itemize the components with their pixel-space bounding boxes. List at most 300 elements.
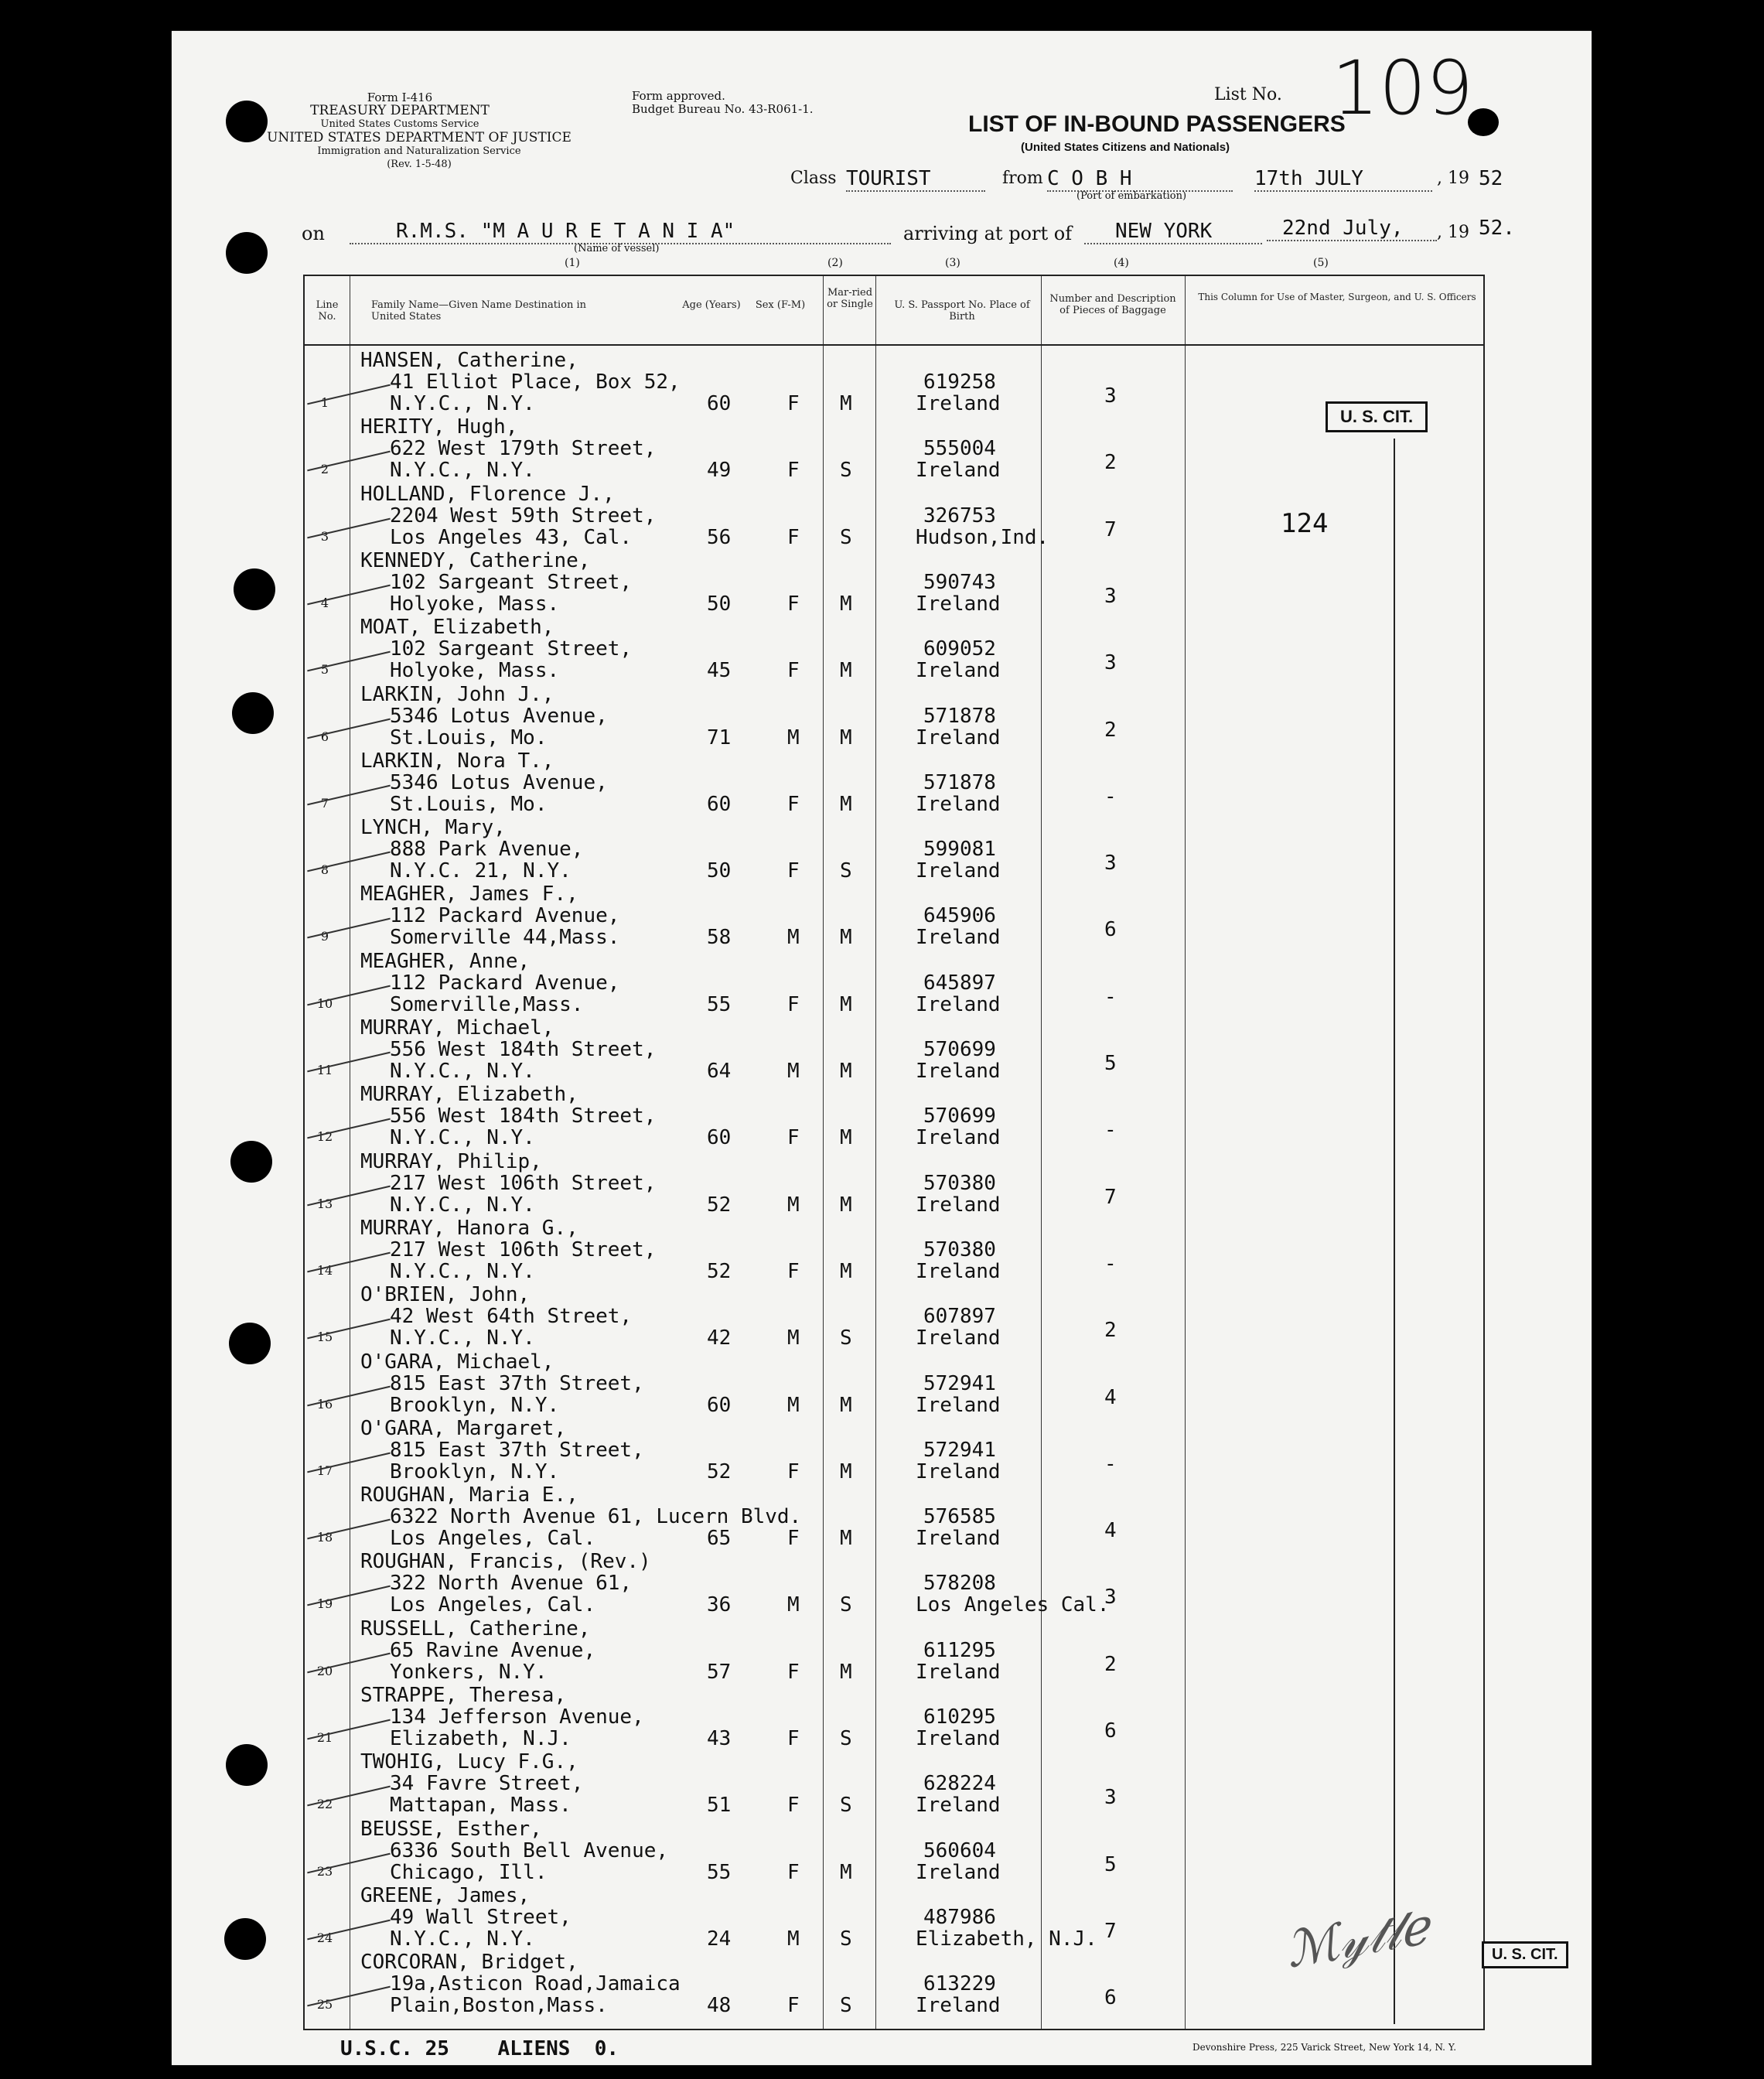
from-label: from [1002, 169, 1043, 188]
age-cell: 60 [707, 1126, 732, 1150]
baggage-count: 3 [1104, 852, 1117, 876]
header-age: Age (Years) [682, 299, 741, 311]
birth-place: Ireland [916, 1326, 1001, 1350]
checkmark [307, 1052, 391, 1073]
passport-number: 613229 [923, 1972, 996, 1996]
table-row [305, 1816, 1486, 1883]
baggage-count: 4 [1104, 1519, 1117, 1543]
marital-status-cell: M [840, 926, 852, 950]
sex-cell: F [787, 1126, 800, 1150]
address-line-2: N.Y.C., N.Y. [390, 459, 535, 483]
age-cell: 49 [707, 459, 732, 483]
marital-status-cell: M [840, 1060, 852, 1083]
marital-status-cell: M [840, 1527, 852, 1551]
table-row [305, 1149, 1486, 1215]
arrival-port: NEW YORK [1084, 220, 1262, 244]
birth-place: Ireland [916, 725, 1001, 749]
sex-cell: M [787, 1326, 800, 1350]
address-line-2: Brooklyn, N.Y. [390, 1459, 560, 1483]
age-cell: 52 [707, 1459, 732, 1483]
baggage-count: 2 [1104, 1319, 1117, 1343]
marital-status-cell: S [840, 1994, 852, 2018]
punch-hole [224, 1918, 266, 1960]
address-line-2: N.Y.C., N.Y. [390, 1259, 535, 1283]
line-number: 6 [320, 729, 329, 744]
header-officers: This Column for Use of Master, Surgeon, and U. S. Officers [1198, 292, 1476, 302]
address-line-2: Holyoke, Mass. [390, 592, 560, 616]
address-line-2: Plain,Boston,Mass. [390, 1994, 608, 2018]
checkmark [307, 918, 391, 939]
marital-status-cell: S [840, 459, 852, 483]
passenger-name: O'BRIEN, John, [360, 1283, 531, 1307]
class-value: TOURIST [846, 167, 985, 192]
sex-cell: F [787, 792, 800, 816]
address-line-2: St.Louis, Mo. [390, 725, 548, 749]
address-line-1: 42 West 64th Street, [390, 1305, 633, 1329]
passport-number: 560604 [923, 1838, 996, 1862]
passenger-name: ROUGHAN, Francis, (Rev.) [360, 1550, 651, 1574]
footer-printer: Devonshire Press, 225 Varick Street, New York 14, N. Y. [1192, 2042, 1457, 2053]
birth-place: Ireland [916, 1860, 1001, 1884]
marital-status-cell: M [840, 1459, 852, 1483]
marital-status-cell: M [840, 1860, 852, 1884]
birth-place: Ireland [916, 392, 1001, 415]
marital-status-cell: M [840, 1259, 852, 1283]
address-line-2: N.Y.C., N.Y. [390, 1326, 535, 1350]
sex-cell: F [787, 859, 800, 883]
age-cell: 48 [707, 1994, 732, 2018]
passenger-name: O'GARA, Margaret, [360, 1416, 567, 1440]
officer-signature: ℳ𝓎𝓉𝓁ℯ [1281, 1898, 1434, 1980]
depart-date: 17th JULY [1254, 167, 1432, 192]
baggage-count: 6 [1104, 1986, 1117, 2010]
justice-block [249, 131, 589, 171]
address-line-1: 322 North Avenue 61, [390, 1572, 633, 1596]
checkmark [307, 718, 391, 739]
address-line-2: Somerville 44,Mass. [390, 926, 620, 950]
line-number: 23 [316, 1863, 333, 1879]
line-number: 11 [316, 1063, 333, 1077]
list-no-label: List No. [1214, 85, 1282, 104]
passport-number: 619258 [923, 370, 996, 394]
checkmark [307, 1986, 391, 2007]
header-married: Mar-ried or Single [827, 287, 873, 310]
birth-place: Ireland [916, 592, 1001, 616]
marital-status-cell: S [840, 1593, 852, 1617]
age-cell: 71 [707, 725, 732, 749]
table-row [305, 1282, 1486, 1348]
marital-status-cell: M [840, 1393, 852, 1417]
sex-cell: F [787, 459, 800, 483]
sex-cell: F [787, 1259, 800, 1283]
header-sex: Sex (F-M) [755, 299, 806, 311]
address-line-1: 112 Packard Avenue, [390, 971, 620, 995]
birth-place: Ireland [916, 1060, 1001, 1083]
age-cell: 24 [707, 1927, 732, 1951]
form-number: Form I-416 [367, 90, 433, 104]
age-cell: 60 [707, 1393, 732, 1417]
arrival-year: 52. [1479, 217, 1515, 240]
vessel-name: R.M.S. "M A U R E T A N I A" [350, 220, 891, 244]
birth-place: Ireland [916, 459, 1001, 483]
baggage-count: - [1104, 784, 1117, 808]
address-line-2: N.Y.C., N.Y. [390, 1126, 535, 1150]
checkmark [307, 1852, 391, 1873]
checkmark [307, 784, 391, 805]
sex-cell: F [787, 525, 800, 549]
table-row [305, 414, 1486, 483]
passport-number: 578208 [923, 1572, 996, 1596]
birth-place: Ireland [916, 1527, 1001, 1551]
marital-status-cell: S [840, 525, 852, 549]
age-cell: 50 [707, 859, 732, 883]
checkmark [307, 1452, 391, 1473]
marital-status-cell: M [840, 1660, 852, 1684]
baggage-count: 3 [1104, 1786, 1117, 1810]
table-row [305, 1415, 1486, 1482]
address-line-1: 49 Wall Street, [390, 1905, 572, 1929]
table-row [305, 681, 1486, 748]
line-number: 5 [320, 662, 329, 678]
birth-place: Elizabeth, N.J. [916, 1927, 1097, 1951]
checkmark [307, 1319, 391, 1340]
table-row [305, 614, 1486, 681]
age-cell: 52 [707, 1193, 732, 1217]
birth-place: Ireland [916, 1727, 1001, 1750]
line-number: 12 [316, 1129, 333, 1145]
sex-cell: F [787, 1527, 800, 1551]
passenger-name: MURRAY, Philip, [360, 1149, 542, 1173]
address-line-1: 5346 Lotus Avenue, [390, 770, 608, 794]
checkmark [307, 651, 391, 672]
age-cell: 52 [707, 1259, 732, 1283]
marital-status-cell: S [840, 1927, 852, 1951]
baggage-count: - [1104, 1251, 1117, 1275]
baggage-count: 3 [1104, 384, 1117, 408]
list-no-value: 109 [1332, 45, 1474, 131]
passport-number: 645906 [923, 904, 996, 928]
line-number: 1 [320, 395, 329, 410]
punch-hole [226, 1744, 268, 1786]
checkmark [307, 852, 391, 872]
sex-cell: F [787, 1459, 800, 1483]
revision: (Rev. 1-5-48) [387, 159, 452, 170]
table-row [305, 548, 1486, 614]
approval-block [632, 90, 833, 116]
table-row [305, 1482, 1486, 1551]
sex-cell: M [787, 725, 800, 749]
birth-place: Ireland [916, 859, 1001, 883]
table-row [305, 881, 1486, 950]
line-number: 7 [320, 795, 329, 811]
address-line-2: Chicago, Ill. [390, 1860, 548, 1884]
age-cell: 65 [707, 1527, 732, 1551]
line-number: 22 [316, 1797, 333, 1812]
arriving-label: arriving at port of [903, 223, 1073, 244]
table-row [305, 1215, 1486, 1282]
marital-status-cell: M [840, 1126, 852, 1150]
line-number: 13 [316, 1196, 333, 1211]
address-line-1: 65 Ravine Avenue, [390, 1638, 596, 1662]
address-line-2: Holyoke, Mass. [390, 659, 560, 683]
address-line-2: Somerville,Mass. [390, 992, 584, 1016]
passport-number: 607897 [923, 1305, 996, 1329]
checkmark [307, 451, 391, 472]
passport-number: 570380 [923, 1238, 996, 1261]
baggage-count: 7 [1104, 1919, 1117, 1943]
birth-place: Hudson,Ind. [916, 525, 1049, 549]
col-num-3: (3) [945, 257, 960, 269]
table-row [305, 1081, 1486, 1148]
address-line-2: N.Y.C. 21, N.Y. [390, 859, 572, 883]
address-line-1: 217 West 106th Street, [390, 1171, 657, 1195]
us-citizen-stamp: U. S. CIT. [1326, 401, 1428, 432]
arrival-year-prefix: , 19 [1437, 223, 1469, 242]
marital-status-cell: M [840, 1193, 852, 1217]
age-cell: 42 [707, 1326, 732, 1350]
passenger-name: KENNEDY, Catherine, [360, 548, 591, 572]
customs-service: United States Customs Service [320, 118, 479, 130]
age-cell: 51 [707, 1794, 732, 1818]
passport-number: 590743 [923, 570, 996, 594]
checkmark [307, 1652, 391, 1673]
passenger-name: STRAPPE, Theresa, [360, 1684, 567, 1707]
address-line-2: Los Angeles, Cal. [390, 1527, 596, 1551]
passenger-name: HOLLAND, Florence J., [360, 482, 615, 506]
passport-number: 570699 [923, 1104, 996, 1128]
birth-place: Los Angeles Cal. [916, 1593, 1110, 1617]
address-line-1: 556 West 184th Street, [390, 1104, 657, 1128]
line-number: 20 [316, 1663, 333, 1678]
table-row [305, 1682, 1486, 1749]
line-number: 4 [320, 595, 329, 610]
baggage-count: 2 [1104, 1652, 1117, 1676]
passport-number: 487986 [923, 1905, 996, 1929]
table-row [305, 1015, 1486, 1081]
age-cell: 43 [707, 1727, 732, 1750]
line-number: 21 [316, 1730, 333, 1745]
age-cell: 60 [707, 392, 732, 415]
address-line-1: 815 East 37th Street, [390, 1371, 644, 1395]
us-citizen-stamp-bottom: U. S. CIT. [1482, 1941, 1568, 1968]
address-line-1: 556 West 184th Street, [390, 1038, 657, 1061]
sex-cell: F [787, 1660, 800, 1684]
passport-number: 572941 [923, 1438, 996, 1462]
age-cell: 55 [707, 1860, 732, 1884]
address-line-2: Los Angeles 43, Cal. [390, 525, 633, 549]
checkmark [307, 517, 391, 538]
line-number: 3 [320, 528, 329, 544]
col-num-4: (4) [1114, 257, 1129, 269]
on-label: on [302, 223, 325, 244]
header-baggage: Number and Description of Pieces of Baggage [1049, 293, 1176, 316]
depart-year: 52 [1479, 167, 1503, 190]
birth-place: Ireland [916, 659, 1001, 683]
marital-status-cell: M [840, 792, 852, 816]
passport-number: 645897 [923, 971, 996, 995]
baggage-count: 7 [1104, 1185, 1117, 1209]
form-approved: Form approved. [632, 89, 725, 103]
age-cell: 36 [707, 1593, 732, 1617]
age-cell: 50 [707, 592, 732, 616]
address-line-1: 2204 West 59th Street, [390, 504, 657, 527]
col-num-5: (5) [1313, 257, 1329, 269]
passenger-name: LYNCH, Mary, [360, 816, 506, 840]
checkmark [307, 1920, 391, 1941]
table-row [305, 1616, 1486, 1682]
line-number: 25 [316, 1997, 333, 2012]
punch-hole [230, 1141, 272, 1183]
age-cell: 57 [707, 1660, 732, 1684]
address-line-1: 6322 North Avenue 61, Lucern Blvd. [390, 1505, 802, 1529]
address-line-1: 34 Favre Street, [390, 1772, 584, 1796]
checkmark [307, 1786, 391, 1807]
birth-place: Ireland [916, 992, 1001, 1016]
sex-cell: F [787, 1727, 800, 1750]
passenger-name: ROUGHAN, Maria E., [360, 1483, 578, 1507]
passenger-table [303, 275, 1485, 2030]
sex-cell: F [787, 1994, 800, 2018]
passport-number: 610295 [923, 1705, 996, 1729]
header-name: Family Name—Given Name Destination in United States [371, 299, 587, 323]
sex-cell: M [787, 1393, 800, 1417]
passenger-name: TWOHIG, Lucy F.G., [360, 1750, 578, 1774]
address-line-1: 217 West 106th Street, [390, 1238, 657, 1261]
table-row [305, 748, 1486, 814]
line-number: 14 [316, 1262, 333, 1278]
address-line-1: 5346 Lotus Avenue, [390, 704, 608, 728]
address-line-1: 888 Park Avenue, [390, 838, 584, 862]
address-line-1: 41 Elliot Place, Box 52, [390, 370, 681, 394]
sex-cell: M [787, 926, 800, 950]
checkmark [307, 585, 391, 606]
marital-status-cell: S [840, 1326, 852, 1350]
punch-hole [232, 692, 274, 734]
age-cell: 56 [707, 525, 732, 549]
line-number: 9 [320, 929, 329, 944]
passport-number: 611295 [923, 1638, 996, 1662]
checkmark [307, 1185, 391, 1206]
ins-service: Immigration and Naturalization Service [317, 145, 521, 157]
passenger-name: BEUSSE, Esther, [360, 1817, 542, 1841]
marital-status-cell: M [840, 659, 852, 683]
header-passport: U. S. Passport No. Place of Birth [894, 299, 1030, 323]
passenger-name: MURRAY, Michael, [360, 1016, 554, 1040]
col-num-1: (1) [565, 257, 580, 269]
marital-status-cell: M [840, 592, 852, 616]
baggage-count: 5 [1104, 1852, 1117, 1876]
address-line-1: 622 West 179th Street, [390, 437, 657, 461]
address-line-1: 134 Jefferson Avenue, [390, 1705, 644, 1729]
age-cell: 64 [707, 1060, 732, 1083]
table-row [305, 1548, 1486, 1615]
checkmark [307, 1719, 391, 1740]
form-agency-block [249, 91, 551, 131]
birth-place: Ireland [916, 1794, 1001, 1818]
baggage-count: 3 [1104, 651, 1117, 675]
line-number: 19 [316, 1596, 333, 1612]
passenger-name: O'GARA, Michael, [360, 1350, 554, 1374]
passenger-name: LARKIN, John J., [360, 682, 554, 706]
birth-place: Ireland [916, 926, 1001, 950]
arrival-date: 22nd July, [1267, 217, 1437, 241]
passenger-name: MURRAY, Hanora G., [360, 1216, 578, 1240]
baggage-count: - [1104, 985, 1117, 1009]
marital-status-cell: M [840, 992, 852, 1016]
age-cell: 60 [707, 792, 732, 816]
line-number: 24 [316, 1930, 333, 1945]
passenger-name: HANSEN, Catherine, [360, 349, 578, 372]
address-line-1: 102 Sargeant Street, [390, 637, 633, 661]
footer-counts: U.S.C. 25 ALIENS 0. [340, 2037, 619, 2060]
class-label: Class [790, 169, 837, 188]
passport-number: 576585 [923, 1505, 996, 1529]
baggage-count: 6 [1104, 918, 1117, 942]
marital-status-cell: M [840, 392, 852, 415]
baggage-count: - [1104, 1118, 1117, 1142]
port-caption: (Port of embarkation) [1076, 190, 1187, 202]
passenger-name: CORCORAN, Bridget, [360, 1951, 578, 1975]
line-number: 18 [316, 1530, 333, 1545]
line-number: 10 [316, 995, 333, 1011]
manifest-sheet [172, 31, 1592, 2065]
from-value: C O B H [1047, 167, 1233, 192]
passport-number: 609052 [923, 637, 996, 661]
age-cell: 45 [707, 659, 732, 683]
passport-number: 599081 [923, 838, 996, 862]
baggage-count: 6 [1104, 1719, 1117, 1743]
line-number: 16 [316, 1396, 333, 1412]
passenger-name: LARKIN, Nora T., [360, 749, 554, 773]
passport-number: 570699 [923, 1038, 996, 1061]
punch-hole [234, 568, 275, 610]
birth-place: Ireland [916, 1259, 1001, 1283]
address-line-1: 815 East 37th Street, [390, 1438, 644, 1462]
baggage-count: - [1104, 1452, 1117, 1476]
stamp-vertical-line [1394, 439, 1395, 2024]
checkmark [307, 1385, 391, 1406]
line-number: 17 [316, 1463, 333, 1478]
baggage-count: 7 [1104, 517, 1117, 541]
sex-cell: F [787, 992, 800, 1016]
address-line-2: N.Y.C., N.Y. [390, 1060, 535, 1083]
baggage-count: 5 [1104, 1052, 1117, 1075]
document-title: LIST OF IN-BOUND PASSENGERS [968, 111, 1346, 137]
address-line-1: 102 Sargeant Street, [390, 570, 633, 594]
address-line-2: Brooklyn, N.Y. [390, 1393, 560, 1417]
sex-cell: F [787, 1794, 800, 1818]
address-line-2: N.Y.C., N.Y. [390, 1193, 535, 1217]
birth-place: Ireland [916, 1193, 1001, 1217]
marital-status-cell: S [840, 1727, 852, 1750]
punch-hole [226, 232, 268, 274]
sex-cell: F [787, 392, 800, 415]
birth-place: Ireland [916, 1994, 1001, 2018]
passenger-name: MOAT, Elizabeth, [360, 616, 554, 640]
baggage-count: 2 [1104, 451, 1117, 475]
sex-cell: M [787, 1193, 800, 1217]
passport-number: 326753 [923, 504, 996, 527]
table-row [305, 1349, 1486, 1415]
document-subtitle: (United States Citizens and Nationals) [1021, 141, 1230, 154]
header-line-no: Line No. [316, 299, 339, 323]
passport-number: 572941 [923, 1371, 996, 1395]
checkmark [307, 1252, 391, 1273]
col-num-2: (2) [827, 257, 843, 269]
address-line-1: 6336 South Bell Avenue, [390, 1838, 669, 1862]
annotation-124: 124 [1281, 508, 1329, 539]
baggage-count: 3 [1104, 1586, 1117, 1610]
